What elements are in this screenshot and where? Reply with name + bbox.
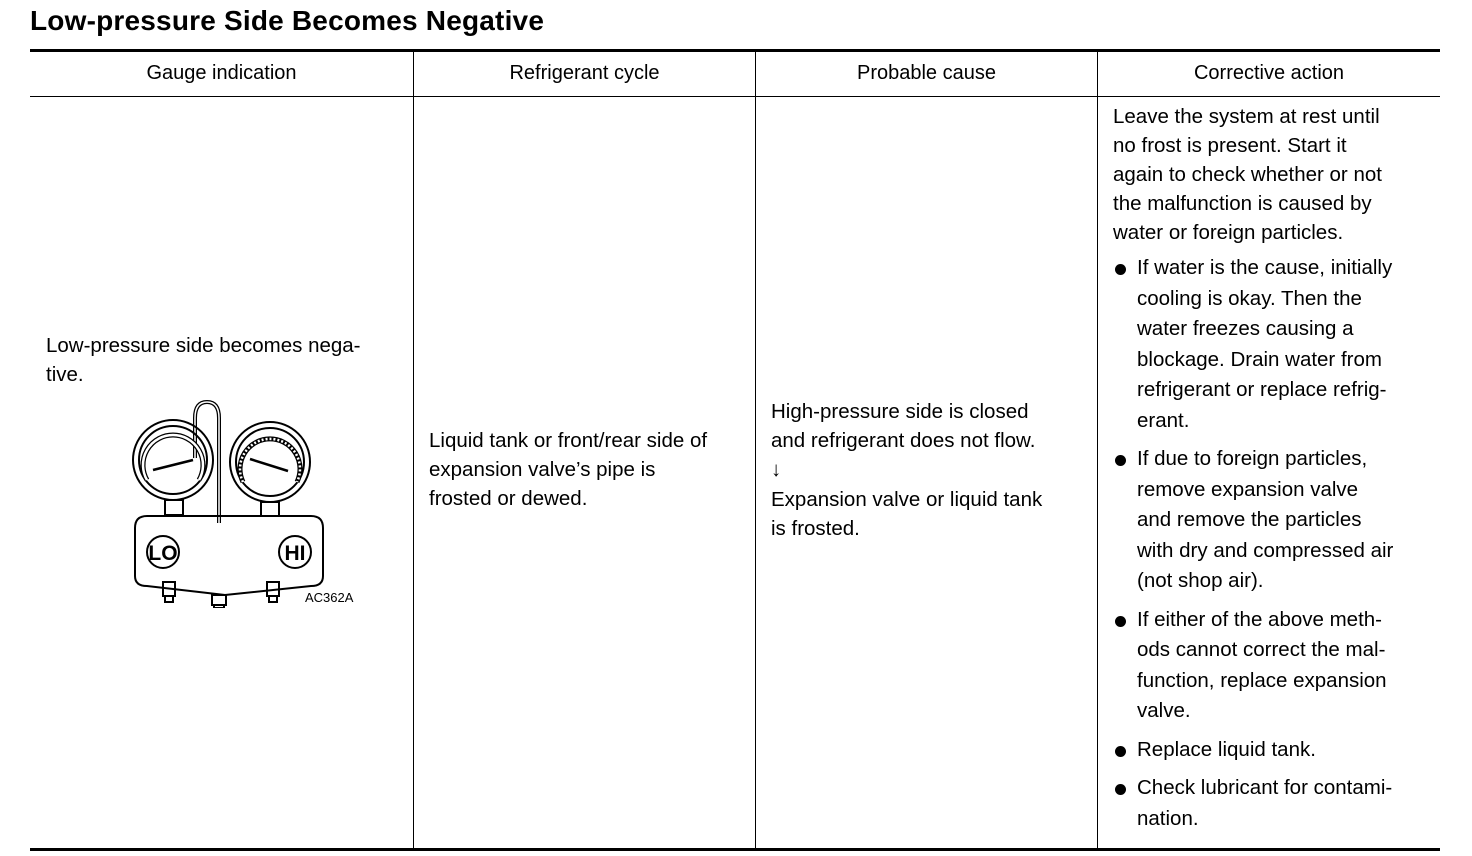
text-line: High-pressure side is closed	[771, 400, 1029, 423]
text-line: with dry and compressed air	[1137, 538, 1394, 562]
lo-label: LO	[148, 542, 178, 565]
text-line: refrigerant or replace refrig-	[1137, 378, 1387, 401]
text-line: remove expansion valve	[1137, 477, 1359, 501]
header-gauge-indication: Gauge indication	[146, 62, 297, 84]
gauge-indication-text	[46, 331, 406, 389]
column-divider	[413, 52, 414, 848]
hi-label: HI	[284, 542, 306, 565]
text-line: If due to foreign particles,	[1137, 447, 1368, 470]
text-line: Check lubricant for contami-	[1137, 776, 1393, 799]
text-line: and remove the particles	[1137, 508, 1362, 531]
manifold-gauge-illustration	[125, 398, 365, 608]
text-line: valve.	[1137, 699, 1191, 722]
text-line: tive.	[46, 363, 84, 386]
column-divider	[1097, 52, 1098, 848]
text-line: blockage. Drain water from	[1137, 347, 1382, 371]
text-line: function, replace expansion	[1137, 668, 1387, 692]
text-line: and refrigerant does not flow.	[771, 429, 1036, 452]
text-line: Expansion valve or liquid tank	[771, 488, 1043, 511]
text-line: water or foreign particles.	[1113, 221, 1344, 244]
probable-cause-text	[771, 397, 1091, 543]
diagnosis-table	[30, 49, 1440, 851]
bullet-icon	[1115, 455, 1126, 466]
text-line: frosted or dewed.	[429, 487, 588, 510]
bullet-icon	[1115, 616, 1126, 627]
text-line: expansion valve’s pipe is	[429, 458, 656, 481]
text-line: Low-pressure side becomes nega-	[46, 334, 361, 357]
text-line: Liquid tank or front/rear side of	[429, 429, 708, 452]
down-arrow-icon: ↓	[771, 458, 782, 481]
column-divider	[755, 52, 756, 848]
text-line: the malfunction is caused by	[1113, 192, 1372, 215]
text-line: water freezes causing a	[1137, 317, 1354, 340]
figure-label: AC362A	[305, 590, 354, 605]
bullet-item	[1113, 735, 1438, 766]
bullet-icon	[1115, 746, 1126, 757]
refrigerant-cycle-text	[429, 426, 749, 513]
text-line: If water is the cause, initially	[1137, 256, 1393, 279]
text-line: If either of the above meth-	[1137, 607, 1382, 631]
bullet-icon	[1115, 784, 1126, 795]
text-line: cooling is okay. Then the	[1137, 286, 1362, 310]
text-line: ods cannot correct the mal-	[1137, 638, 1386, 661]
text-line: Replace liquid tank.	[1137, 737, 1316, 761]
header-probable-cause: Probable cause	[857, 62, 996, 84]
header-corrective-action: Corrective action	[1193, 62, 1345, 84]
text-line: nation.	[1137, 806, 1199, 830]
text-line: again to check whether or not	[1113, 163, 1382, 186]
text-line: no frost is present. Start it	[1113, 134, 1347, 157]
bullet-icon	[1115, 264, 1126, 275]
header-refrigerant-cycle: Refrigerant cycle	[509, 62, 660, 84]
corrective-action-text	[1113, 102, 1438, 834]
bullet-item	[1113, 773, 1438, 834]
text-line: Leave the system at rest until	[1113, 105, 1380, 128]
bullet-item	[1113, 605, 1438, 727]
page-title: Low-pressure Side Becomes Negative	[30, 5, 545, 36]
bullet-item	[1113, 253, 1438, 436]
text-line: (not shop air).	[1137, 569, 1264, 592]
bullet-item	[1113, 444, 1438, 597]
text-line: erant.	[1137, 408, 1190, 432]
text-line: is frosted.	[771, 517, 860, 540]
intro-paragraph	[1113, 102, 1438, 247]
